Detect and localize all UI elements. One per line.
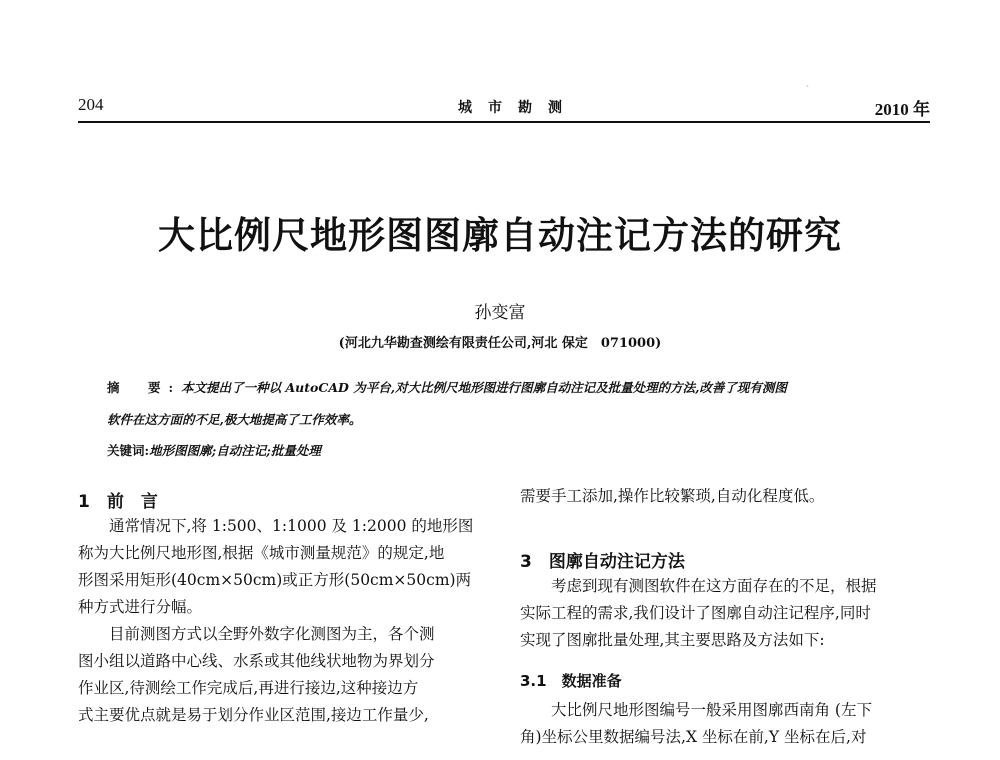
abstract-label: 摘 要:	[107, 380, 182, 395]
page-number: 204	[78, 95, 104, 114]
body-line: 图小组以道路中心线、水系或其他线状地物为界划分	[78, 652, 435, 670]
body-line: 实现了图廓批量处理,其主要思路及方法如下:	[520, 631, 825, 649]
body-line: 实际工程的需求,我们设计了图廓自动注记程序,同时	[520, 604, 871, 622]
abstract-line-1	[107, 378, 937, 396]
publication-year: 2010 年	[874, 100, 930, 119]
keywords-line	[107, 441, 937, 459]
body-line: 大比例尺地形图编号一般采用图廓西南角 (左下	[520, 701, 872, 719]
abstract-text-1: 本文提出了一种以 AutoCAD 为平台,对大比例尺地形图进行图廓自动注记及批量处理的方法,改善了现有测图	[181, 380, 787, 395]
section-1-heading: 1 前 言	[78, 492, 158, 512]
header-rule	[78, 121, 930, 123]
subsection-3-1-body	[520, 697, 940, 751]
body-line: 种方式进行分幅。	[78, 598, 203, 616]
right-column-continuation: 需要手工添加,操作比较繁琐,自动化程度低。	[520, 487, 825, 505]
body-line: 作业区,待测绘工作完成后,再进行接边,这种接边方	[78, 679, 419, 697]
body-line: 目前测图方式以全野外数字化测图为主，各个测	[78, 625, 435, 643]
article-title: 大比例尺地形图图廓自动注记方法的研究	[158, 214, 842, 257]
body-line: 式主要优点就是易于划分作业区范围,接边工作量少,	[78, 706, 429, 724]
keywords-text: 地形图图廓;自动注记;批量处理	[149, 443, 321, 458]
section-3-heading: 3 图廓自动注记方法	[520, 552, 685, 572]
abstract-line-2: 软件在这方面的不足,极大地提高了工作效率。	[107, 412, 362, 427]
body-line: 称为大比例尺地形图,根据《城市测量规范》的规定,地	[78, 544, 445, 562]
journal-name: 城市勘测	[458, 100, 578, 116]
body-line: 角)坐标公里数据编号法,X 坐标在前,Y 坐标在后,对	[520, 728, 867, 746]
keywords-label: 关键词:	[107, 443, 150, 458]
section-3-body	[520, 573, 940, 654]
body-line: 考虑到现有测图软件在这方面存在的不足，根据	[520, 577, 877, 595]
subsection-3-1-heading: 3.1 数据准备	[520, 672, 622, 690]
left-column-body	[78, 513, 498, 729]
author-affiliation: (河北九华勘查测绘有限责任公司,河北 保定 071000)	[338, 336, 662, 351]
author-name: 孙变富	[474, 303, 526, 323]
body-line: 通常情况下,将 1:500、1:1000 及 1:2000 的地形图	[78, 517, 474, 535]
body-line: 形图采用矩形(40cm×50cm)或正方形(50cm×50cm)两	[78, 571, 472, 589]
scan-speck: ˋ	[806, 85, 810, 94]
